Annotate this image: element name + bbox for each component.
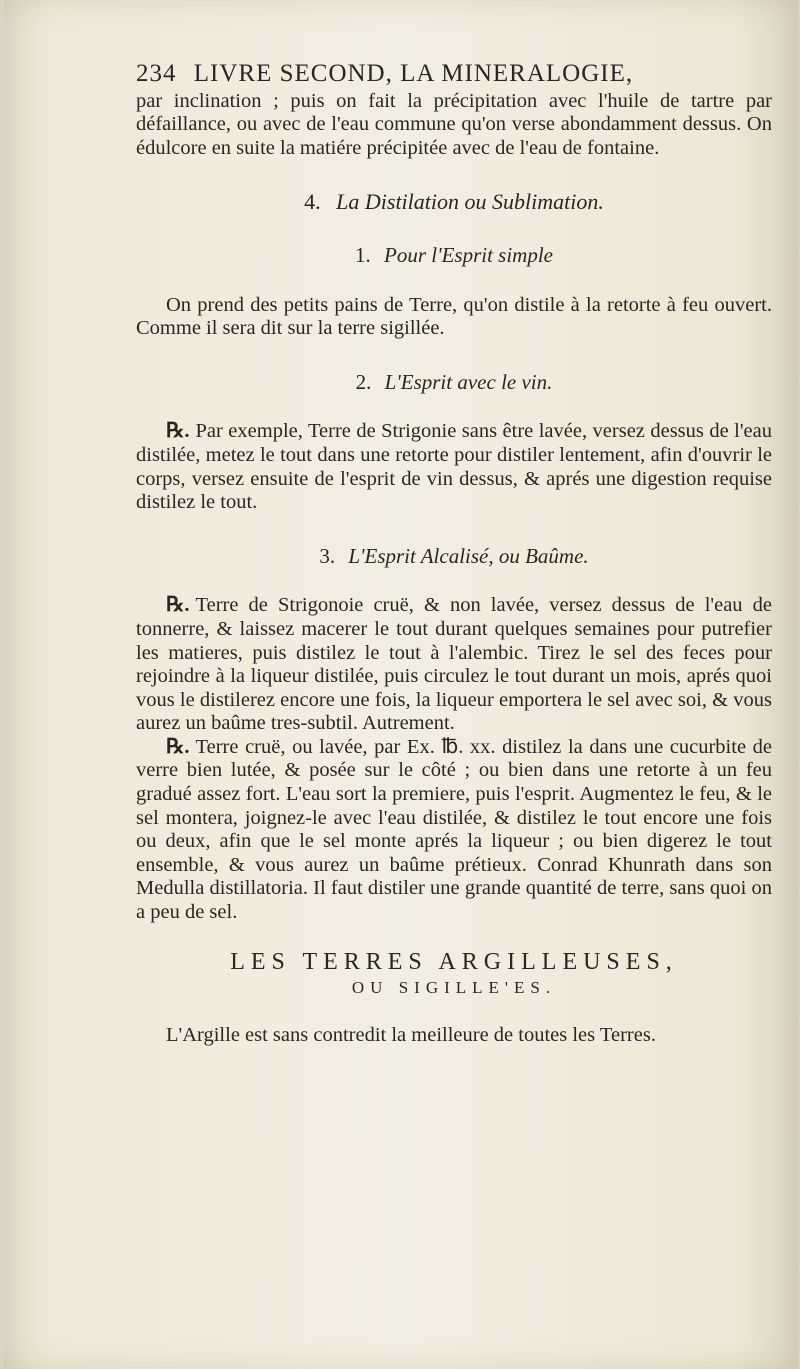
subsection-number: 2. bbox=[355, 369, 372, 394]
subsection-3-text-2 bbox=[136, 736, 772, 925]
subsection-1-heading bbox=[136, 244, 772, 268]
subsection-title: Pour l'Esprit simple bbox=[384, 242, 553, 267]
subsection-number: 3. bbox=[319, 543, 336, 568]
page-number: 234 bbox=[136, 60, 177, 87]
page-content bbox=[136, 62, 772, 1047]
chapter-title: LES TERRES ARGILLEUSES, bbox=[230, 948, 678, 975]
recipe-symbol: ℞. bbox=[166, 420, 190, 443]
subsection-number: 1. bbox=[355, 242, 371, 267]
section-number: 4. bbox=[304, 189, 321, 215]
intro-paragraph: par inclination ; puis on fait la précipitation avec l'huile de tartre par défaillance, ou avec de l'eau commune qu'on verse abondamment dessus. On édulcore en suite la matiére précipitée avec de l'eau de fontaine. bbox=[136, 89, 772, 159]
subsection-3-heading bbox=[136, 545, 772, 569]
subsection-1-text: On prend des petits pains de Terre, qu'on distile à la retorte à feu ouvert. Comme il sera dit sur la terre sigillée. bbox=[136, 293, 772, 340]
subsection-2-text bbox=[136, 420, 772, 514]
subsection-2-heading bbox=[136, 371, 772, 395]
subsection-title: L'Esprit Alcalisé, ou Baûme. bbox=[348, 543, 589, 568]
chapter-subtitle: OU SIGILLE'ES. bbox=[351, 978, 557, 998]
section-4-heading bbox=[136, 190, 772, 214]
recipe-symbol: ℞. bbox=[166, 594, 190, 617]
recipe-text: Terre de Strigonoie cruë, & non lavée, versez dessus de l'eau de tonnerre, & laissez macerer le tout durant quelques semaines pour putrefier les matieres, puis distilez le tout à l'alembic. Tirez le sel des feces pour rejoindre à la liqueur distilée, puis circulez le tout durant un mois, aprés quoi vous le distilerez encore une fois, la liqueur emportera le sel avec soi, & vous aurez un baûme tres-subtil. Autrement. bbox=[136, 594, 772, 735]
recipe-text: Par exemple, Terre de Strigonie sans être lavée, versez dessus de l'eau distilée, metez le tout dans une retorte pour distiler lentement, afin d'ouvrir le corps, versez ensuite de l'esprit de vin dessus, & aprés une digestion requise distilez le tout. bbox=[136, 420, 772, 514]
running-header bbox=[136, 62, 772, 86]
recipe-text: Terre cruë, ou lavée, par Ex. ℔. xx. distilez la dans une cucurbite de verre bien lutée, & posée sur le côté ; ou bien dans une retorte à un feu gradué assez fort. L'eau sort la premiere, puis l'esprit. Augmentez le feu, & le sel montera, joignez-le avec l'eau distilée, & distilez le tout encore une fois ou deux, afin que le sel monte aprés la liqueur ; ou bien digerez le tout ensemble, & vous aurez un baûme prétieux. Conrad Khunrath dans son Medulla distillatoria. Il faut distiler une grande quantité de terre, sans quoi on a peu de sel. bbox=[136, 735, 772, 924]
subsection-title: L'Esprit avec le vin. bbox=[384, 369, 553, 394]
running-title: LIVRE SECOND, LA MINERALOGIE, bbox=[193, 60, 634, 87]
subsection-3-text-1 bbox=[136, 594, 772, 736]
section-title: La Distilation ou Sublimation. bbox=[336, 189, 604, 215]
book-page bbox=[4, 0, 798, 1369]
recipe-symbol: ℞. bbox=[166, 735, 190, 758]
last-line: L'Argille est sans contredit la meilleure de toutes les Terres. bbox=[166, 1023, 656, 1046]
